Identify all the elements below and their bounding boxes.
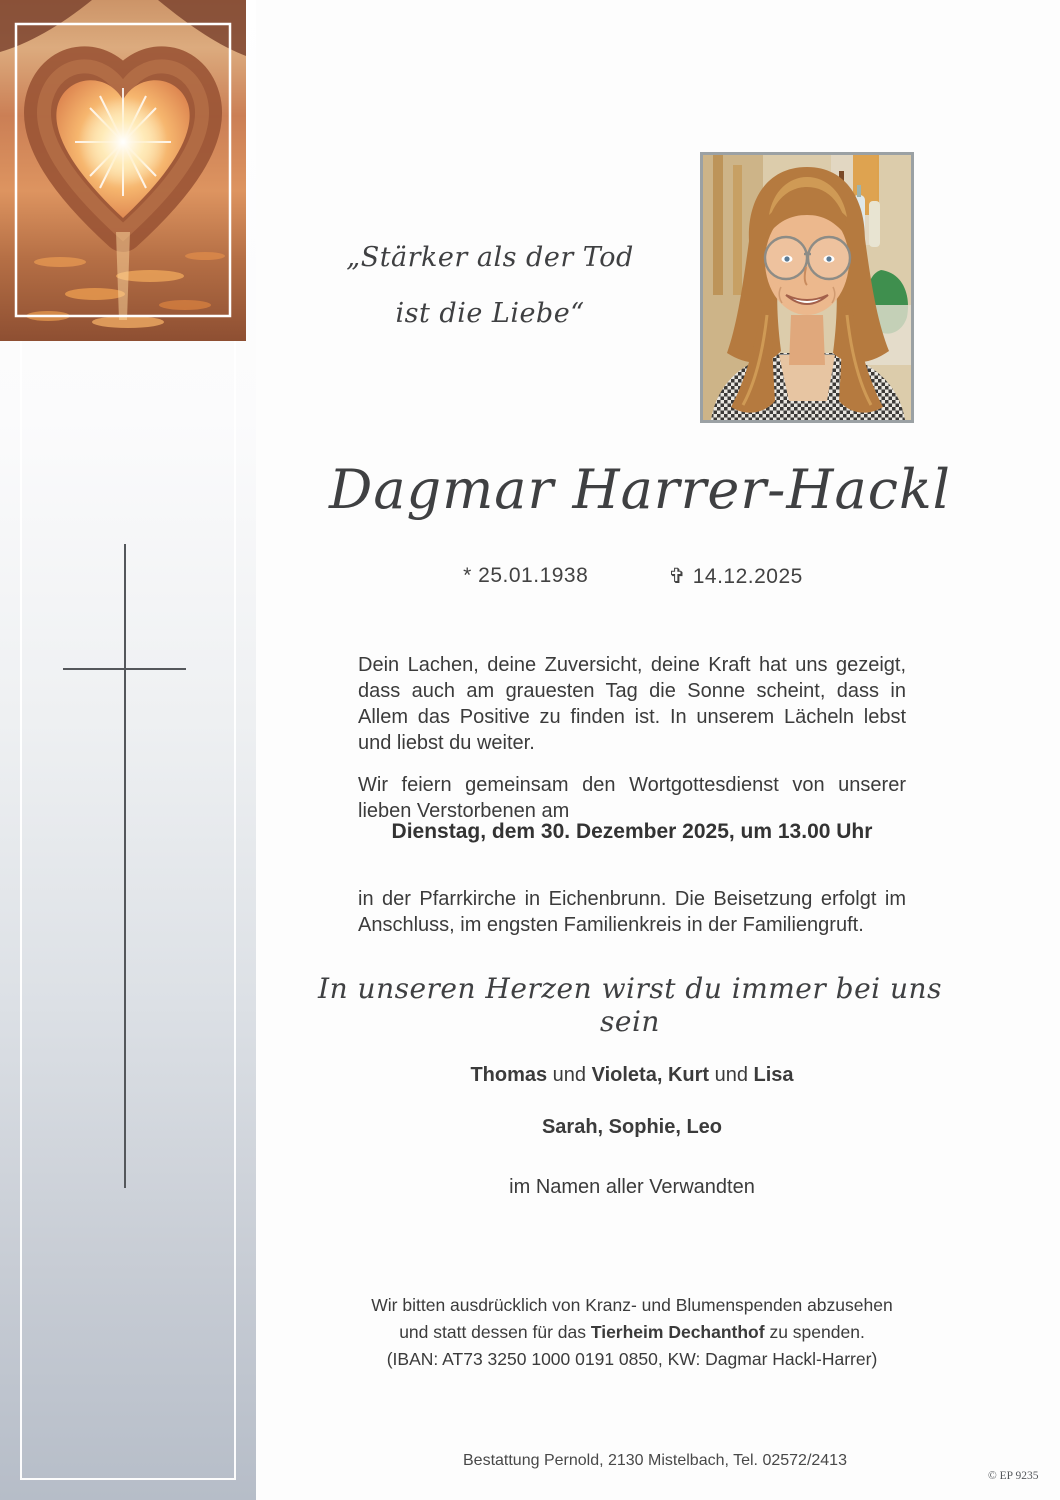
mourner-name: Violeta, Kurt <box>591 1064 710 1086</box>
farewell-line: In unseren Herzen wirst du immer bei uns sein <box>318 972 942 1038</box>
donation-note <box>330 1292 934 1373</box>
donation-line-2-prefix: und statt dessen für das <box>399 1322 591 1342</box>
tribute-paragraph: Dein Lachen, deine Zuversicht, deine Kraft hat uns gezeigt, dass auch am grauesten Tag die Sonne scheint, dass in Allem das Positive zu finden ist. In unserem Lächeln lebst und liebst du weiter. <box>358 654 906 754</box>
printer-copyright-mark: © EP 9235 <box>988 1470 1039 1482</box>
mourners-closing: im Namen aller Verwandten <box>509 1176 755 1198</box>
donation-recipient: Tierheim Dechanthof <box>590 1322 765 1342</box>
conjunction: und <box>547 1064 592 1086</box>
service-location-paragraph: in der Pfarrkirche in Eichenbrunn. Die Beisetzung erfolgt im Anschluss, im engsten Familienkreis in der Familiengruft. <box>358 888 906 936</box>
conjunction: und <box>709 1064 754 1086</box>
hands-heart-sunset-image <box>0 0 246 341</box>
portrait-photo <box>700 152 914 423</box>
donation-iban-line: (IBAN: AT73 3250 1000 0191 0850, KW: Dagmar Hackl-Harrer) <box>386 1349 878 1369</box>
donation-line-2-suffix: zu spenden. <box>764 1322 865 1342</box>
mourners-adults <box>358 1064 906 1087</box>
life-dates <box>320 564 946 589</box>
donation-line-1: Wir bitten ausdrücklich von Kranz- und Blumenspenden abzusehen <box>371 1295 893 1315</box>
quote-line-1: „Stärker als der Tod <box>346 242 634 273</box>
memorial-cross-icon <box>124 544 126 1188</box>
deceased-name: Dagmar Harrer-Hackl <box>329 458 951 521</box>
birth-date: * 25.01.1938 <box>463 564 589 587</box>
death-date: ✞ 14.12.2025 <box>668 565 803 588</box>
donation-line-2 <box>330 1319 934 1346</box>
memorial-cross-icon <box>63 668 186 670</box>
quote-line-2: ist die Liebe“ <box>395 298 585 329</box>
funeral-home-footer: Bestattung Pernold, 2130 Mistelbach, Tel. 02572/2413 <box>463 1452 847 1469</box>
service-intro-paragraph: Wir feiern gemeinsam den Wortgottesdienst von unserer lieben Verstorbenen am <box>358 774 906 822</box>
service-datetime: Dienstag, dem 30. Dezember 2025, um 13.00 Uhr <box>391 820 873 843</box>
memorial-quote <box>300 230 680 342</box>
mourner-name: Lisa <box>753 1064 794 1086</box>
mourner-name: Thomas <box>470 1064 548 1086</box>
mourners-children: Sarah, Sophie, Leo <box>541 1116 723 1138</box>
